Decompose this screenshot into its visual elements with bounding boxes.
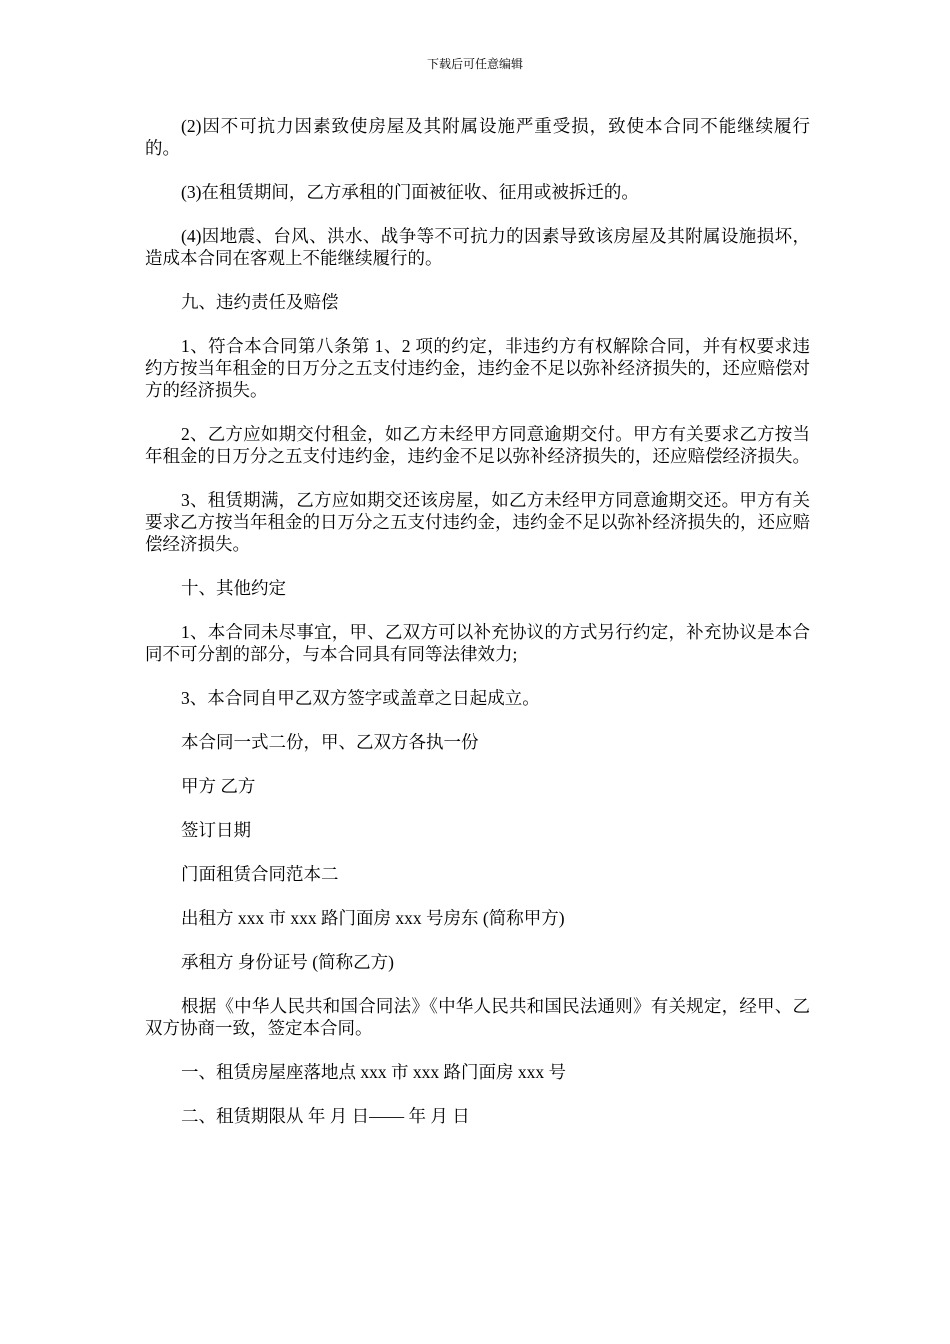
paragraph-breach-1: 1、符合本合同第八条第 1、2 项的约定，非违约方有权解除合同，并有权要求违约方按当年租金的日万分之五支付违约金，违约金不足以弥补经济损失的，还应赔偿对方的经济损失。 bbox=[145, 336, 810, 400]
paragraph-legal-basis: 根据《中华人民共和国合同法》《中华人民共和国民法通则》有关规定，经甲、乙双方协商一致，签定本合同。 bbox=[145, 996, 810, 1038]
paragraph-lease-term: 二、租赁期限从 年 月 日—— 年 月 日 bbox=[181, 1106, 470, 1126]
paragraph-signatories: 甲方 乙方 bbox=[181, 776, 256, 796]
paragraph-other-1: 1、本合同未尽事宜，甲、乙双方可以补充协议的方式另行约定，补充协议是本合同不可分割的部分，与本合同具有同等法律效力; bbox=[145, 622, 810, 664]
paragraph-natural-disaster: (4)因地震、台风、洪水、战争等不可抗力的因素导致该房屋及其附属设施损坏，造成本合同在客观上不能继续履行的。 bbox=[145, 226, 810, 268]
paragraph-lessor: 出租方 xxx 市 xxx 路门面房 xxx 号房东 (简称甲方) bbox=[181, 908, 565, 928]
document-body bbox=[145, 115, 810, 1149]
section-heading-breach-liability: 九、违约责任及赔偿 bbox=[181, 292, 339, 312]
paragraph-breach-3: 3、租赁期满，乙方应如期交还该房屋，如乙方未经甲方同意逾期交还。甲方有关要求乙方按当年租金的日万分之五支付违约金，违约金不足以弥补经济损失的，还应赔偿经济损失。 bbox=[145, 490, 810, 554]
paragraph-signing-date: 签订日期 bbox=[181, 820, 251, 840]
paragraph-breach-2: 2、乙方应如期交付租金，如乙方未经甲方同意逾期交付。甲方有关要求乙方按当年租金的日万分之五支付违约金，违约金不足以弥补经济损失的，还应赔偿经济损失。 bbox=[145, 424, 810, 466]
paragraph-copies: 本合同一式二份，甲、乙双方各执一份 bbox=[181, 732, 479, 752]
paragraph-lessee: 承租方 身份证号 (简称乙方) bbox=[181, 952, 394, 972]
document-subtitle: 门面租赁合同范本二 bbox=[181, 864, 339, 884]
section-heading-other-terms: 十、其他约定 bbox=[181, 578, 286, 598]
paragraph-location: 一、租赁房屋座落地点 xxx 市 xxx 路门面房 xxx 号 bbox=[181, 1062, 566, 1082]
paragraph-expropriation: (3)在租赁期间，乙方承租的门面被征收、征用或被拆迁的。 bbox=[181, 182, 639, 202]
page-header: 下载后可任意编辑 bbox=[426, 57, 523, 71]
paragraph-other-3: 3、本合同自甲乙双方签字或盖章之日起成立。 bbox=[181, 688, 540, 708]
paragraph-force-majeure-damage: (2)因不可抗力因素致使房屋及其附属设施严重受损，致使本合同不能继续履行的。 bbox=[145, 116, 810, 158]
